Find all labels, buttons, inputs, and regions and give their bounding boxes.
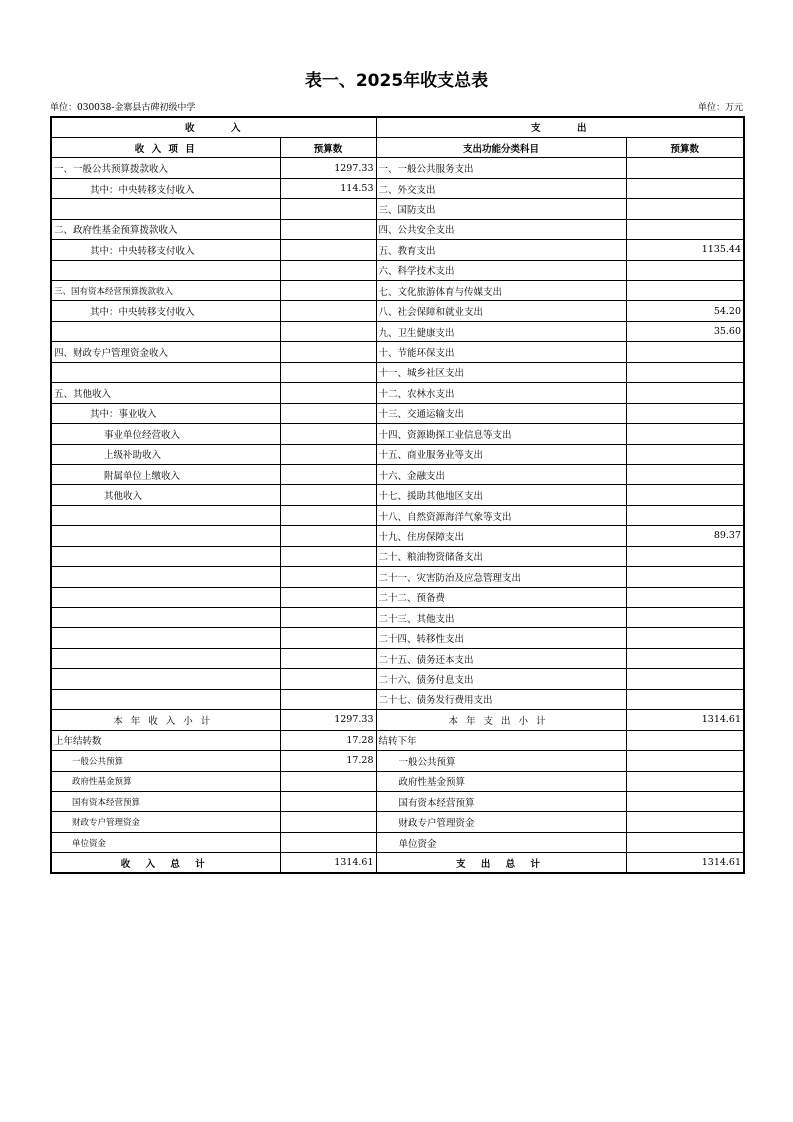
expense-amount-cell: [626, 771, 744, 791]
income-amount-cell: [280, 485, 376, 505]
expense-amount-cell: [626, 342, 744, 362]
table-row: [51, 628, 744, 648]
table-row: [51, 791, 744, 811]
income-item-cell: 其他收入: [51, 485, 280, 505]
table-row: [51, 751, 744, 771]
expense-amount-cell: [626, 219, 744, 239]
expense-amount-cell: [626, 751, 744, 771]
expense-item-cell: 六、科学技术支出: [376, 260, 626, 280]
income-item-cell: 五、其他收入: [51, 383, 280, 403]
expense-amount-cell: [626, 608, 744, 628]
income-item-cell: 其中：中央转移支付收入: [51, 301, 280, 321]
expense-amount-cell: 89.37: [626, 526, 744, 546]
income-item-cell: 三、国有资本经营预算拨款收入: [51, 281, 280, 301]
income-amount-cell: [280, 812, 376, 832]
table-row: [51, 342, 744, 362]
expense-item-cell: 本年支出小计: [376, 710, 626, 730]
income-item-cell: [51, 321, 280, 341]
expense-item-cell: 十、节能环保支出: [376, 342, 626, 362]
expense-amount-cell: [626, 485, 744, 505]
expense-amount-cell: [626, 281, 744, 301]
expense-item-cell: 二十、粮油物资储备支出: [376, 546, 626, 566]
income-amount-cell: 17.28: [280, 730, 376, 750]
income-item-cell: [51, 362, 280, 382]
expense-item-cell: 四、公共安全支出: [376, 219, 626, 239]
income-item-cell: [51, 628, 280, 648]
expense-amount-cell: [626, 546, 744, 566]
table-row: [51, 853, 744, 873]
table-row: [51, 444, 744, 464]
expense-amount-cell: 1135.44: [626, 240, 744, 260]
income-amount-cell: [280, 383, 376, 403]
expense-item-cell: 十一、城乡社区支出: [376, 362, 626, 382]
income-item-cell: 事业单位经营收入: [51, 424, 280, 444]
expense-amount-cell: 1314.61: [626, 710, 744, 730]
expense-amount-cell: [626, 628, 744, 648]
expense-item-cell: 十四、资源勘探工业信息等支出: [376, 424, 626, 444]
unit-label-right: 单位：万元: [697, 103, 743, 113]
income-amount-cell: [280, 648, 376, 668]
income-amount-cell: [280, 321, 376, 341]
expense-item-cell: 十二、农林水支出: [376, 383, 626, 403]
income-item-cell: 政府性基金预算: [51, 771, 280, 791]
income-amount-cell: [280, 832, 376, 852]
table-row: [51, 403, 744, 423]
income-amount-cell: [280, 526, 376, 546]
income-item-cell: [51, 199, 280, 219]
expense-amount-cell: [626, 669, 744, 689]
expense-amount-cell: [626, 587, 744, 607]
income-amount-cell: [280, 219, 376, 239]
expense-amount-cell: [626, 689, 744, 709]
income-amount-cell: 17.28: [280, 751, 376, 771]
expense-item-cell: 支 出 总 计: [376, 853, 626, 873]
expense-amount-cell: [626, 832, 744, 852]
expense-item-cell: 国有资本经营预算: [376, 791, 626, 811]
income-amount-cell: [280, 301, 376, 321]
table-row: [51, 424, 744, 444]
expense-item-cell: 二十二、预备费: [376, 587, 626, 607]
income-amount-cell: [280, 260, 376, 280]
expense-amount-cell: [626, 505, 744, 525]
income-item-cell: [51, 567, 280, 587]
income-item-cell: [51, 648, 280, 668]
table-row: [51, 567, 744, 587]
expense-item-cell: 十三、交通运输支出: [376, 403, 626, 423]
expense-amount-cell: [626, 730, 744, 750]
income-item-cell: 其中：中央转移支付收入: [51, 178, 280, 198]
table-row: [51, 321, 744, 341]
table-row: [51, 648, 744, 668]
expense-item-cell: 十八、自然资源海洋气象等支出: [376, 505, 626, 525]
table-row: [51, 689, 744, 709]
expense-item-cell: 七、文化旅游体育与传媒支出: [376, 281, 626, 301]
expense-item-cell: 二十七、债务发行费用支出: [376, 689, 626, 709]
header-row-sub: [51, 137, 744, 157]
expense-item-cell: 二、外交支出: [376, 178, 626, 198]
expense-item-cell: 五、教育支出: [376, 240, 626, 260]
expense-amount-cell: [626, 424, 744, 444]
income-amount-cell: [280, 464, 376, 484]
income-item-cell: [51, 608, 280, 628]
expense-item-cell: 政府性基金预算: [376, 771, 626, 791]
table-row: [51, 240, 744, 260]
expense-item-cell: 十五、商业服务业等支出: [376, 444, 626, 464]
table-row: [51, 608, 744, 628]
table-row: [51, 505, 744, 525]
table-row: [51, 219, 744, 239]
income-amount-cell: 1297.33: [280, 710, 376, 730]
expense-amount-cell: [626, 199, 744, 219]
income-amount-cell: 1314.61: [280, 853, 376, 873]
header-row-top: [51, 117, 744, 137]
income-item-cell: [51, 260, 280, 280]
table-row: [51, 158, 744, 178]
income-amount-cell: [280, 403, 376, 423]
expense-amount-cell: 54.20: [626, 301, 744, 321]
income-item-cell: [51, 669, 280, 689]
income-item-cell: 上级补助收入: [51, 444, 280, 464]
expense-amount-cell: [626, 791, 744, 811]
income-amount-cell: [280, 362, 376, 382]
table-row: [51, 260, 744, 280]
income-amount-cell: [280, 546, 376, 566]
income-amount-cell: [280, 199, 376, 219]
table-row: [51, 485, 744, 505]
income-item-cell: 财政专户管理资金: [51, 812, 280, 832]
table-row: [51, 301, 744, 321]
expense-item-cell: 单位资金: [376, 832, 626, 852]
income-item-cell: 上年结转数: [51, 730, 280, 750]
table-row: [51, 199, 744, 219]
income-item-cell: 一、一般公共预算拨款收入: [51, 158, 280, 178]
income-amount-cell: [280, 567, 376, 587]
table-row: [51, 526, 744, 546]
expense-amount-cell: [626, 648, 744, 668]
table-row: [51, 546, 744, 566]
table-row: [51, 587, 744, 607]
income-header: 收 入: [51, 117, 376, 137]
income-amount-cell: [280, 240, 376, 260]
expense-amount-cell: [626, 178, 744, 198]
income-item-cell: 单位资金: [51, 832, 280, 852]
income-item-cell: 四、财政专户管理资金收入: [51, 342, 280, 362]
expense-amount-cell: [626, 444, 744, 464]
expense-amount-cell: [626, 260, 744, 280]
expense-amount-header: 预算数: [626, 137, 744, 157]
income-item-cell: 附属单位上缴收入: [51, 464, 280, 484]
expense-amount-cell: 1314.61: [626, 853, 744, 873]
expense-amount-cell: [626, 567, 744, 587]
income-amount-header: 预算数: [280, 137, 376, 157]
expense-item-cell: 二十三、其他支出: [376, 608, 626, 628]
expense-amount-cell: [626, 158, 744, 178]
income-amount-cell: [280, 444, 376, 464]
income-item-cell: [51, 587, 280, 607]
expense-item-cell: 十六、金融支出: [376, 464, 626, 484]
income-amount-cell: [280, 791, 376, 811]
income-amount-cell: [280, 628, 376, 648]
income-amount-cell: [280, 424, 376, 444]
expense-item-cell: 结转下年: [376, 730, 626, 750]
expense-item-cell: 一、一般公共服务支出: [376, 158, 626, 178]
income-amount-cell: 1297.33: [280, 158, 376, 178]
expense-amount-cell: [626, 464, 744, 484]
expense-header: 支 出: [376, 117, 744, 137]
income-item-header: 收 入 项 目: [51, 137, 280, 157]
income-item-cell: 国有资本经营预算: [51, 791, 280, 811]
income-amount-cell: [280, 281, 376, 301]
expense-amount-cell: [626, 812, 744, 832]
unit-label-left: 单位：030038-金寨县古碑初级中学: [50, 103, 196, 113]
table-row: [51, 771, 744, 791]
expense-item-header: 支出功能分类科目: [376, 137, 626, 157]
table-row: [51, 710, 744, 730]
income-item-cell: [51, 546, 280, 566]
table-row: [51, 669, 744, 689]
table-row: [51, 464, 744, 484]
table-row: [51, 362, 744, 382]
expense-item-cell: 二十六、债务付息支出: [376, 669, 626, 689]
table-row: [51, 832, 744, 852]
expense-item-cell: 财政专户管理资金: [376, 812, 626, 832]
expense-amount-cell: [626, 383, 744, 403]
income-item-cell: [51, 689, 280, 709]
expense-item-cell: 三、国防支出: [376, 199, 626, 219]
expense-item-cell: 八、社会保障和就业支出: [376, 301, 626, 321]
income-item-cell: 本年收入小计: [51, 710, 280, 730]
income-item-cell: 收 入 总 计: [51, 853, 280, 873]
table-row: [51, 730, 744, 750]
income-amount-cell: 114.53: [280, 178, 376, 198]
expense-item-cell: 二十四、转移性支出: [376, 628, 626, 648]
expense-amount-cell: [626, 403, 744, 423]
expense-item-cell: 九、卫生健康支出: [376, 321, 626, 341]
income-item-cell: 一般公共预算: [51, 751, 280, 771]
income-amount-cell: [280, 689, 376, 709]
income-amount-cell: [280, 342, 376, 362]
expense-item-cell: 十九、住房保障支出: [376, 526, 626, 546]
table-row: [51, 281, 744, 301]
expense-item-cell: 二十一、灾害防治及应急管理支出: [376, 567, 626, 587]
expense-amount-cell: 35.60: [626, 321, 744, 341]
income-amount-cell: [280, 587, 376, 607]
income-amount-cell: [280, 669, 376, 689]
income-amount-cell: [280, 771, 376, 791]
income-amount-cell: [280, 608, 376, 628]
expense-item-cell: 一般公共预算: [376, 751, 626, 771]
income-item-cell: 其中：中央转移支付收入: [51, 240, 280, 260]
income-item-cell: 二、政府性基金预算拨款收入: [51, 219, 280, 239]
expense-item-cell: 十七、援助其他地区支出: [376, 485, 626, 505]
table-row: [51, 383, 744, 403]
table-row: [51, 812, 744, 832]
expense-item-cell: 二十五、债务还本支出: [376, 648, 626, 668]
expense-amount-cell: [626, 362, 744, 382]
page-title: 表一、2025年收支总表: [304, 71, 489, 91]
income-item-cell: 其中：事业收入: [51, 403, 280, 423]
income-item-cell: [51, 505, 280, 525]
income-amount-cell: [280, 505, 376, 525]
budget-table: [50, 116, 745, 874]
table-row: [51, 178, 744, 198]
income-item-cell: [51, 526, 280, 546]
